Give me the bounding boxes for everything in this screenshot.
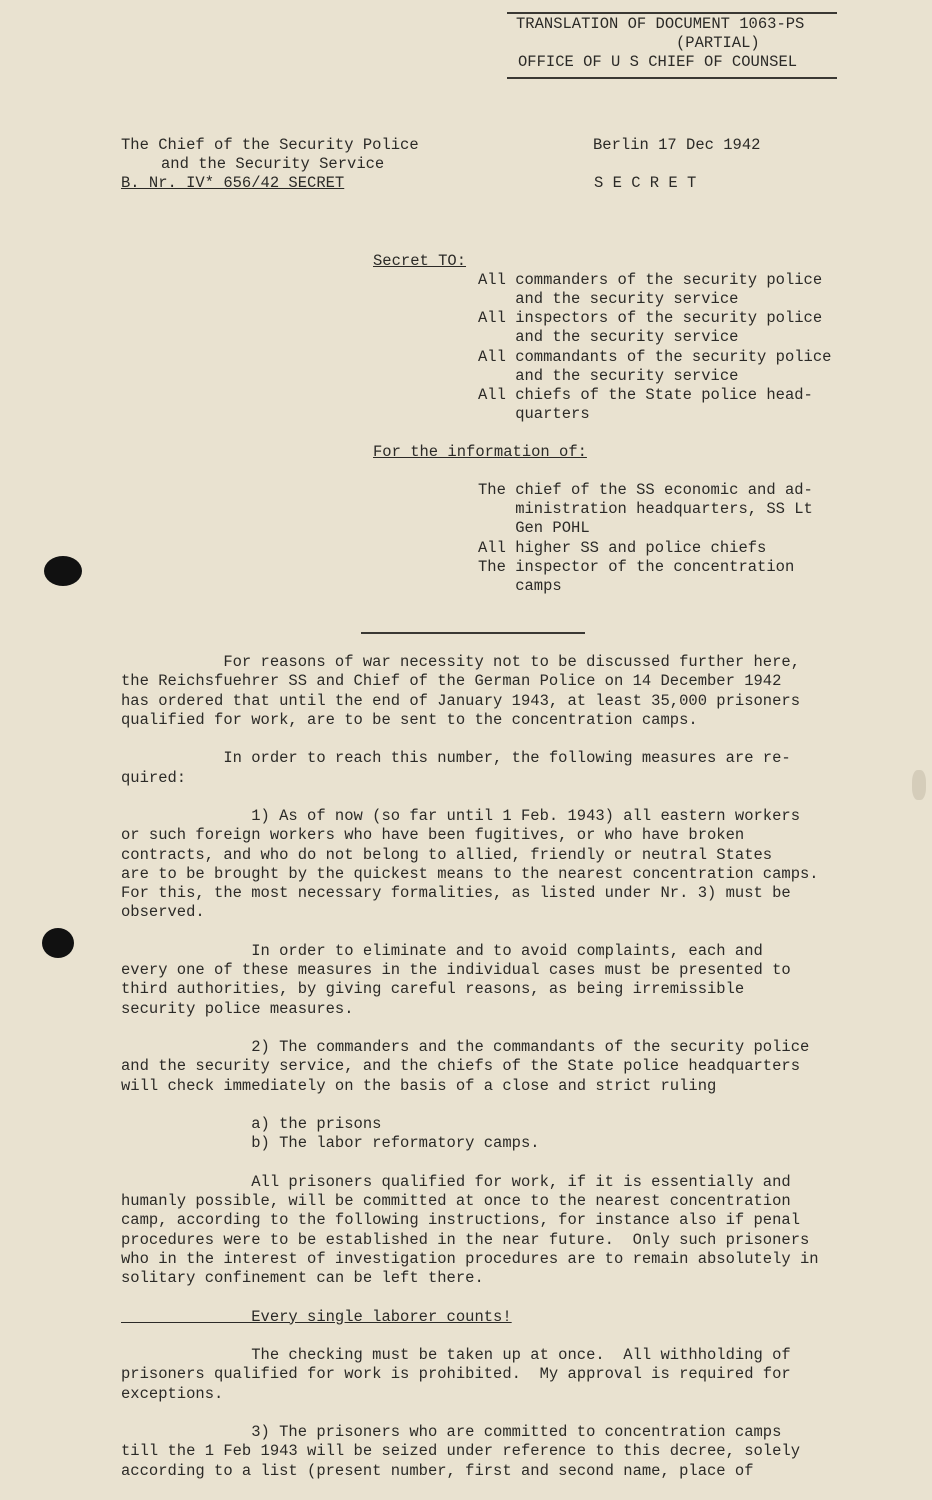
- punch-hole-bottom: [42, 928, 74, 958]
- information-line: camps: [478, 577, 562, 595]
- paper-smudge: [912, 770, 926, 800]
- punch-hole-top: [44, 556, 82, 586]
- recipient-line: All commanders of the security police: [478, 271, 823, 289]
- body-line: security police measures.: [121, 999, 354, 1018]
- file-reference: B. Nr. IV* 656/42 SECRET: [121, 174, 345, 192]
- recipient-line: and the security service: [478, 290, 739, 308]
- body-line: humanly possible, will be committed at once to the nearest concentration: [121, 1192, 791, 1210]
- classification-stamp: S E C R E T: [594, 174, 697, 192]
- body-line: For reasons of war necessity not to be discussed further here,: [121, 653, 801, 671]
- body-line: contracts, and who do not belong to allied, friendly or neutral States: [121, 845, 773, 864]
- recipient-line: All chiefs of the State police head-: [478, 386, 813, 404]
- body-line: 3) The prisoners who are committed to concentration camps: [121, 1423, 782, 1441]
- body-line: till the 1 Feb 1943 will be seized under reference to this decree, solely: [121, 1442, 801, 1461]
- body-line: or such foreign workers who have been fugitives, or who have broken: [121, 826, 745, 845]
- sender-line-2: and the Security Service: [161, 155, 385, 173]
- body-line: solitary confinement can be left there.: [121, 1269, 484, 1287]
- body-line: has ordered that until the end of January 1943, at least 35,000 prisoners: [121, 691, 801, 710]
- body-line: every one of these measures in the individual cases must be presented to: [121, 961, 791, 979]
- header-top-rule: [507, 12, 837, 14]
- body-line: prisoners qualified for work is prohibited. My approval is required for: [121, 1365, 791, 1384]
- section-divider: [361, 632, 585, 634]
- body-line: are to be brought by the quickest means to the nearest concentration camps.: [121, 864, 819, 883]
- body-line: In order to eliminate and to avoid complaints, each and: [121, 941, 763, 960]
- body-line: third authorities, by giving careful reasons, as being irremissible: [121, 980, 745, 999]
- body-line: will check immediately on the basis of a close and strict ruling: [121, 1076, 717, 1095]
- translation-title: TRANSLATION OF DOCUMENT 1063-PS: [516, 15, 805, 33]
- body-line: The checking must be taken up at once. All withholding of: [121, 1346, 791, 1364]
- information-label: For the information of:: [373, 443, 587, 461]
- office-title: OFFICE OF U S CHIEF OF COUNSEL: [518, 53, 798, 71]
- header-bottom-rule: [507, 77, 837, 79]
- body-line: b) The labor reformatory camps.: [121, 1134, 540, 1153]
- information-line: The chief of the SS economic and ad-: [478, 481, 813, 499]
- recipient-line: and the security service: [478, 328, 739, 346]
- body-line: All prisoners qualified for work, if it is essentially and: [121, 1172, 791, 1191]
- translation-partial: (PARTIAL): [676, 34, 760, 52]
- body-line: Every single laborer counts!: [121, 1307, 512, 1326]
- body-line: qualified for work, are to be sent to the concentration camps.: [121, 710, 698, 729]
- recipient-line: All commandants of the security police: [478, 348, 832, 366]
- body-line: observed.: [121, 903, 205, 922]
- recipient-line: and the security service: [478, 367, 739, 385]
- information-line: All higher SS and police chiefs: [478, 539, 767, 557]
- sender-line-1: The Chief of the Security Police: [121, 136, 419, 154]
- recipients-label: Secret TO:: [373, 252, 467, 270]
- body-line: a) the prisons: [121, 1115, 382, 1133]
- information-line: ministration headquarters, SS Lt: [478, 500, 813, 518]
- body-line: procedures were to be established in the near future. Only such prisoners: [121, 1230, 810, 1249]
- information-line: Gen POHL: [478, 519, 590, 537]
- body-line: who in the interest of investigation procedures are to remain absolutely in: [121, 1249, 819, 1268]
- body-line: exceptions.: [121, 1384, 224, 1403]
- place-date: Berlin 17 Dec 1942: [593, 136, 761, 154]
- body-line: and the security service, and the chiefs of the State police headquarters: [121, 1057, 801, 1076]
- body-line: In order to reach this number, the following measures are re-: [121, 749, 791, 768]
- body-line: quired:: [121, 768, 187, 787]
- body-line: 2) The commanders and the commandants of the security police: [121, 1038, 810, 1056]
- body-line: camp, according to the following instructions, for instance also if penal: [121, 1211, 801, 1230]
- body-line: For this, the most necessary formalities, as listed under Nr. 3) must be: [121, 884, 791, 902]
- information-line: The inspector of the concentration: [478, 558, 795, 576]
- recipient-line: All inspectors of the security police: [478, 309, 823, 327]
- body-line: 1) As of now (so far until 1 Feb. 1943) all eastern workers: [121, 807, 801, 825]
- body-line: according to a list (present number, first and second name, place of: [121, 1461, 754, 1480]
- body-line: the Reichsfuehrer SS and Chief of the German Police on 14 December 1942: [121, 672, 782, 691]
- recipient-line: quarters: [478, 405, 590, 423]
